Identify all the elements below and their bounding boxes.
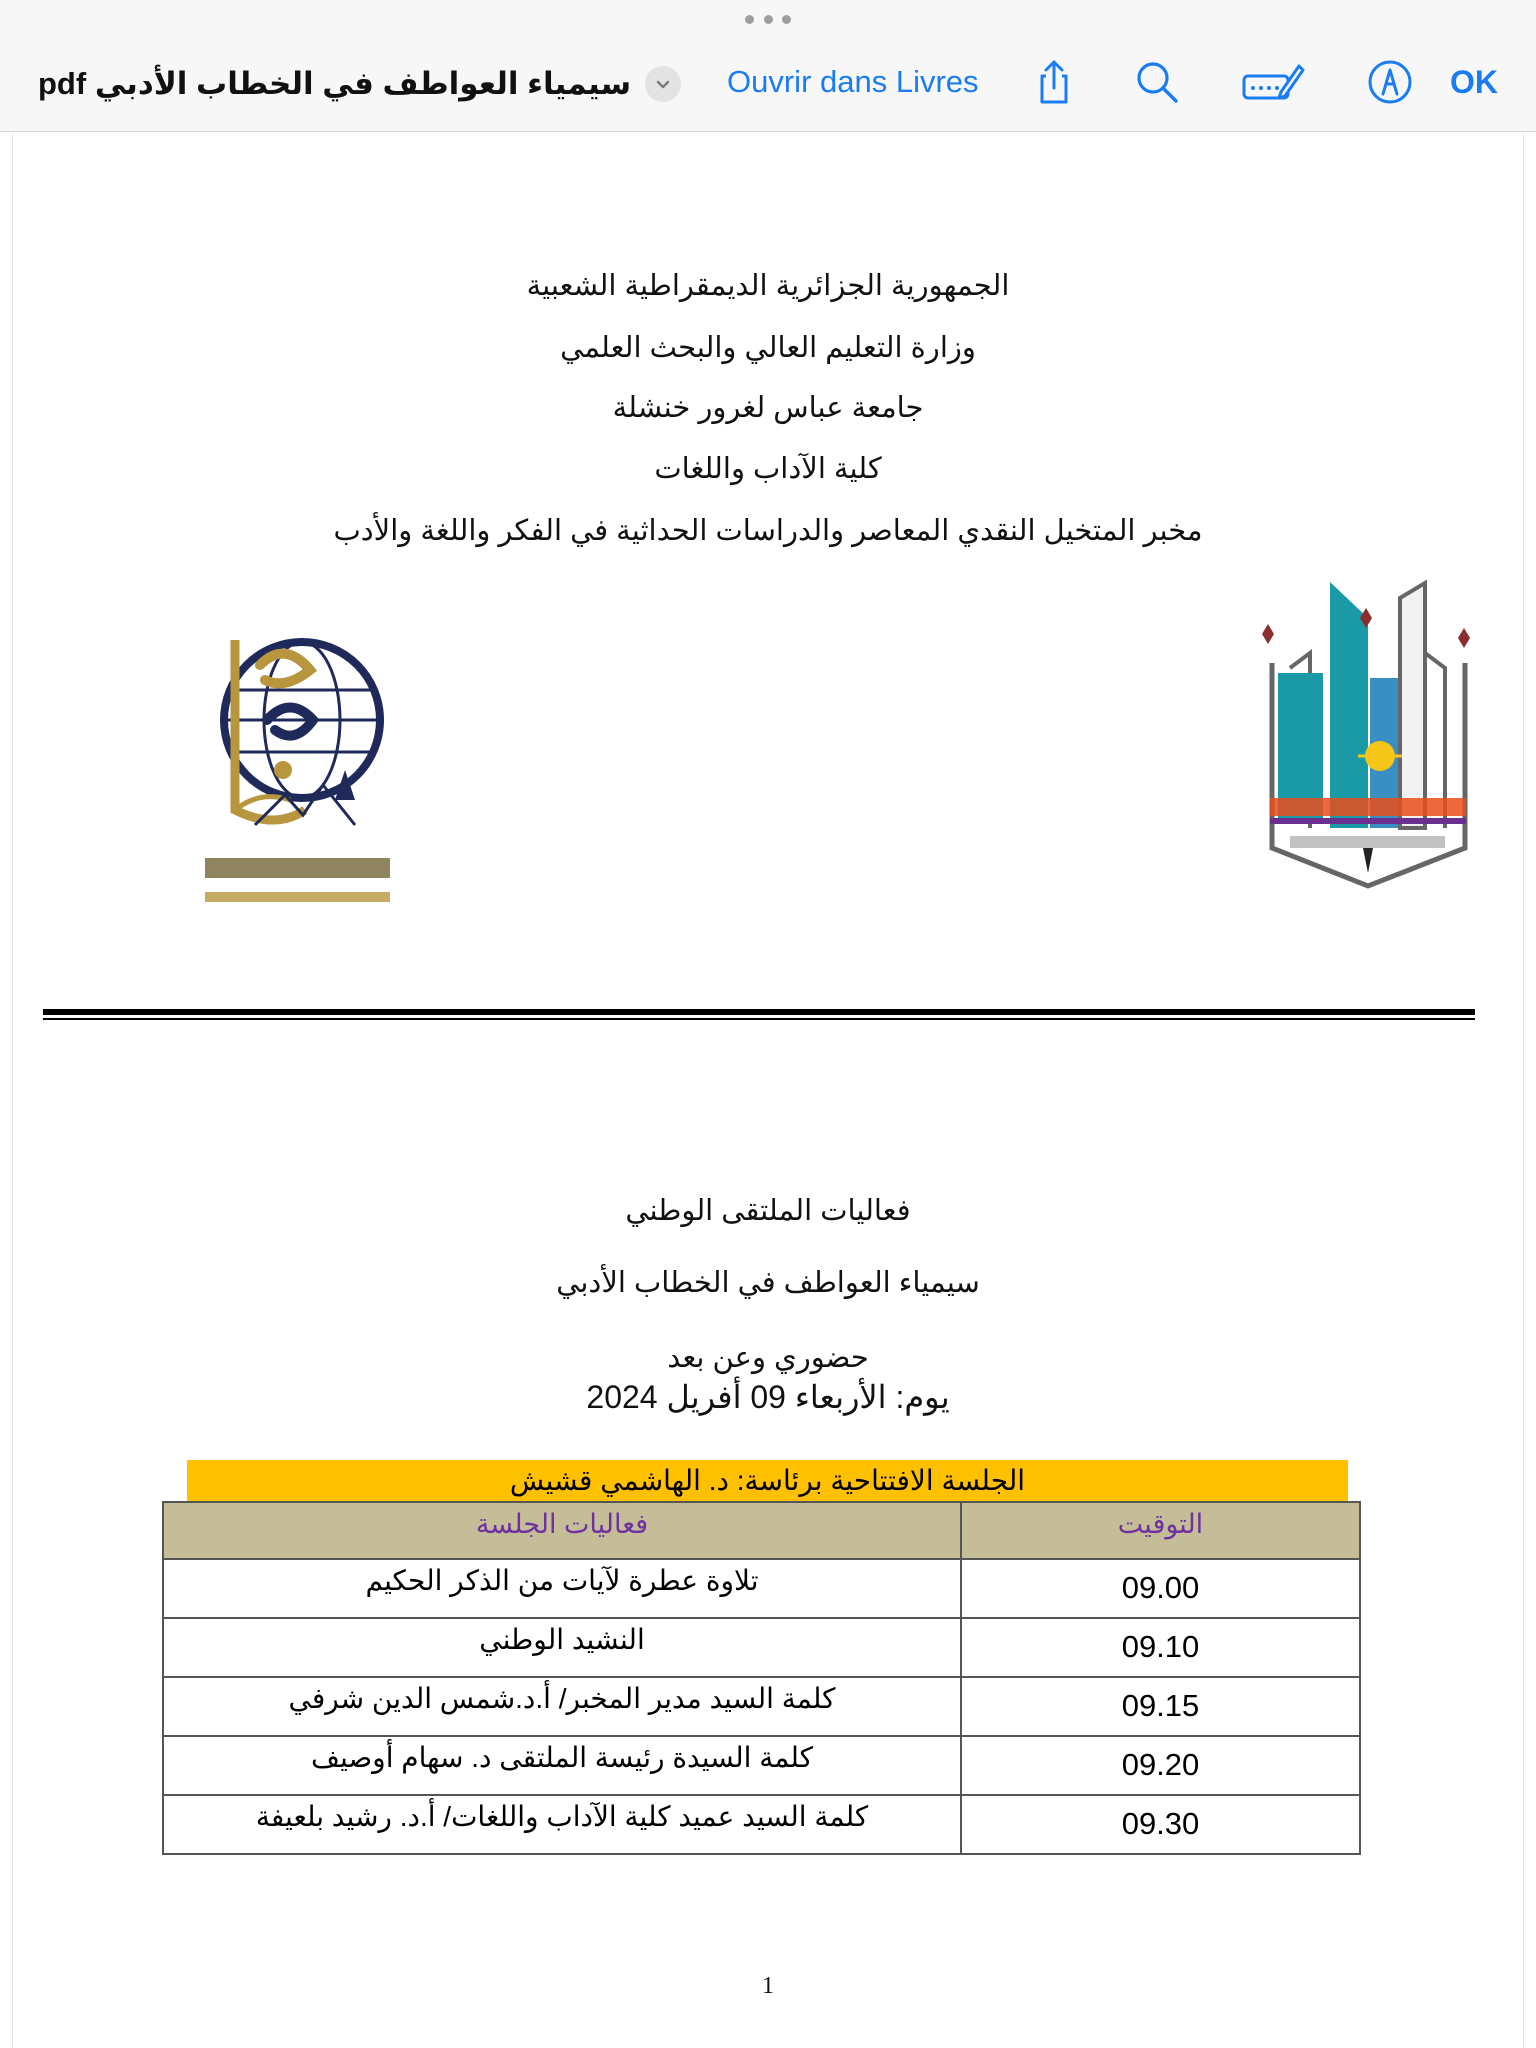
time-cell: 09.15 [961,1677,1360,1736]
activity-cell: تلاوة عطرة لآيات من الذكر الحكيم [163,1559,961,1618]
grabber-dot [745,15,754,24]
event-mode: حضوري وعن بعد [667,1342,869,1374]
header-line-university: جامعة عباس لغرور خنشلة [612,392,924,424]
document-title-menu[interactable] [38,62,681,106]
table-header-row [163,1502,1360,1559]
header-line-republic: الجمهورية الجزائرية الديمقراطية الشعبية [526,270,1010,302]
header-line-ministry: وزارة التعليم العالي والبحث العلمي [560,332,976,364]
activity-cell: كلمة السيد عميد كلية الآداب واللغات/ أ.د. رشيد بلعيفة [163,1795,961,1854]
viewer-toolbar [0,0,1536,132]
chevron-down-icon[interactable] [645,66,681,102]
table-row [163,1677,1360,1736]
open-in-books-button[interactable]: Ouvrir dans Livres [727,64,979,99]
column-header-activity: فعاليات الجلسة [163,1502,961,1559]
university-logo [205,580,395,930]
event-theme: سيمياء العواطف في الخطاب الأدبي [556,1267,980,1299]
page-divider-thin [43,1018,1475,1020]
grabber-dot [764,15,773,24]
header-line-laboratory: مخبر المتخيل النقدي المعاصر والدراسات الحداثية في الفكر واللغة والأدب [333,515,1203,547]
table-row [163,1795,1360,1854]
page-divider [43,1009,1475,1015]
page-number: 1 [762,1973,774,1999]
markup-icon[interactable] [1241,58,1305,106]
time-cell: 09.10 [961,1618,1360,1677]
session-title-banner: الجلسة الافتتاحية برئاسة: د. الهاشمي قشيش [187,1460,1348,1501]
time-cell: 09.00 [961,1559,1360,1618]
column-header-time: التوقيت [961,1502,1360,1559]
document-title[interactable]: سيمياء العواطف في الخطاب الأدبي pdf [38,66,632,101]
activity-cell: كلمة السيدة رئيسة الملتقى د. سهام أوصيف [163,1736,961,1795]
time-cell: 09.30 [961,1795,1360,1854]
window-grabber-handle[interactable] [745,13,791,25]
ok-button[interactable]: OK [1450,64,1498,100]
share-icon[interactable] [1030,58,1078,106]
table-row [163,1618,1360,1677]
annotate-icon[interactable] [1366,58,1414,106]
time-cell: 09.20 [961,1736,1360,1795]
event-date: يوم: الأربعاء 09 أفريل 2024 [586,1379,950,1415]
activity-cell: كلمة السيد مدير المخبر/ أ.د.شمس الدين شرفي [163,1677,961,1736]
search-icon[interactable] [1133,58,1181,106]
laboratory-logo [1260,578,1475,893]
activity-cell: النشيد الوطني [163,1618,961,1677]
event-title: فعاليات الملتقى الوطني [625,1195,911,1227]
grabber-dot [782,15,791,24]
header-line-faculty: كلية الآداب واللغات [654,453,882,485]
table-row [163,1736,1360,1795]
program-table [162,1501,1361,1855]
table-row [163,1559,1360,1618]
